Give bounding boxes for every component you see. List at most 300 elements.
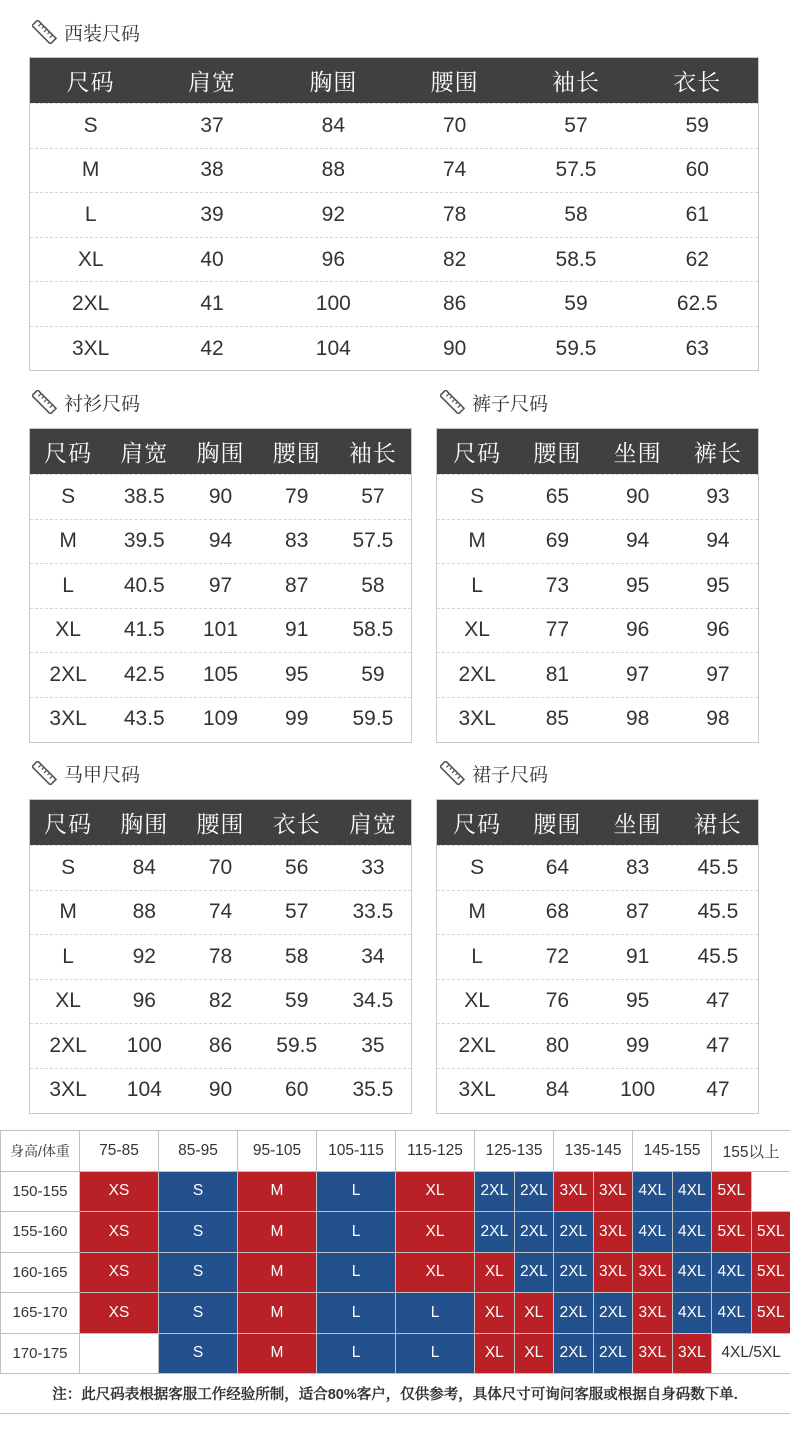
table-cell: 47 bbox=[706, 1033, 730, 1057]
size-cell: S bbox=[159, 1333, 238, 1374]
size-cell: S bbox=[159, 1171, 238, 1212]
table-cell: 83 bbox=[625, 855, 650, 879]
pants-section-title bbox=[440, 388, 548, 416]
size-cell: 5XL bbox=[712, 1171, 752, 1212]
size-cell: L bbox=[396, 1333, 475, 1374]
column-header: 坐围 bbox=[613, 440, 662, 466]
table-cell: 90 bbox=[625, 484, 650, 508]
size-cell: XL bbox=[475, 1333, 515, 1374]
skirt-size-table bbox=[436, 799, 759, 1114]
size-cell: 2XL bbox=[554, 1293, 594, 1334]
table-cell: M bbox=[59, 900, 77, 924]
size-cell: L bbox=[396, 1293, 475, 1334]
table-cell: 94 bbox=[706, 529, 730, 553]
table-cell: 37 bbox=[200, 113, 224, 137]
table-cell: 96 bbox=[132, 989, 156, 1013]
grid-header-row bbox=[1, 1131, 790, 1172]
table-cell: 41.5 bbox=[123, 618, 165, 642]
table-cell: 33.5 bbox=[352, 900, 394, 924]
table-cell: 59.5 bbox=[276, 1033, 318, 1057]
table-cell: 70 bbox=[442, 113, 467, 137]
table-cell: L bbox=[62, 573, 74, 597]
table-row bbox=[30, 1023, 411, 1068]
table-cell: 90 bbox=[442, 336, 467, 360]
table-cell: 74 bbox=[442, 158, 467, 182]
table-row bbox=[30, 608, 411, 653]
column-header: 坐围 bbox=[613, 811, 662, 837]
column-header: 裤长 bbox=[693, 440, 742, 466]
table-cell: 2XL bbox=[71, 292, 110, 316]
table-cell: M bbox=[59, 529, 77, 553]
shirt-table-header bbox=[30, 429, 411, 474]
shirt-size-table bbox=[29, 428, 412, 743]
table-cell: 86 bbox=[208, 1033, 233, 1057]
table-cell: 35 bbox=[361, 1033, 385, 1057]
grid-row bbox=[1, 1212, 790, 1253]
size-chart-note: 注：此尺码表根据客服工作经验所制，适合80%客户，仅供参考，具体尺寸可询问客服或根据自身码数下单. bbox=[0, 1374, 790, 1414]
table-cell: XL bbox=[77, 247, 104, 271]
table-cell: 34 bbox=[361, 944, 385, 968]
table-row bbox=[437, 1023, 758, 1068]
table-row bbox=[437, 890, 758, 935]
height-range-label: 170-175 bbox=[1, 1333, 80, 1374]
size-cell: 3XL bbox=[593, 1212, 633, 1253]
ruler-icon bbox=[32, 20, 58, 44]
column-header: 袖长 bbox=[348, 440, 397, 466]
table-row bbox=[30, 845, 411, 890]
table-cell: 59 bbox=[285, 989, 309, 1013]
table-cell: 47 bbox=[706, 1078, 730, 1102]
size-cell: 2XL bbox=[554, 1252, 594, 1293]
size-cell: 3XL bbox=[672, 1333, 712, 1374]
table-cell: 97 bbox=[706, 662, 730, 686]
table-cell: 2XL bbox=[49, 1033, 87, 1057]
vest-table-header bbox=[30, 800, 411, 845]
table-cell: 58 bbox=[361, 573, 385, 597]
table-cell: 105 bbox=[202, 662, 239, 686]
size-cell: 3XL bbox=[554, 1171, 594, 1212]
table-cell: 58 bbox=[285, 944, 309, 968]
table-cell: 94 bbox=[208, 529, 233, 553]
table-cell: 59.5 bbox=[352, 707, 394, 731]
table-cell: 47 bbox=[706, 989, 730, 1013]
table-cell: 33 bbox=[361, 855, 385, 879]
size-cell: 2XL bbox=[593, 1333, 633, 1374]
table-cell: 56 bbox=[285, 855, 309, 879]
column-header: 胸围 bbox=[196, 440, 245, 466]
table-row bbox=[30, 326, 758, 371]
size-cell: 5XL bbox=[712, 1212, 752, 1253]
suit-title-text: 西装尺码 bbox=[64, 23, 141, 45]
size-cell: 2XL bbox=[593, 1293, 633, 1334]
table-cell: 92 bbox=[321, 202, 345, 226]
table-cell: 98 bbox=[625, 707, 650, 731]
table-row bbox=[30, 148, 758, 193]
table-cell: 45.5 bbox=[697, 944, 739, 968]
table-cell: L bbox=[62, 944, 74, 968]
table-cell: 35.5 bbox=[352, 1078, 394, 1102]
table-cell: 85 bbox=[545, 707, 570, 731]
table-cell: 42 bbox=[200, 336, 224, 360]
table-cell: 45.5 bbox=[697, 855, 739, 879]
table-cell: 3XL bbox=[49, 707, 87, 731]
size-cell: S bbox=[159, 1212, 238, 1253]
table-cell: 84 bbox=[321, 113, 345, 137]
column-header: 尺码 bbox=[453, 811, 502, 837]
table-cell: 59 bbox=[685, 113, 709, 137]
column-header: 腰围 bbox=[533, 811, 582, 837]
table-row bbox=[30, 192, 758, 237]
table-cell: 73 bbox=[545, 573, 570, 597]
grid-row bbox=[1, 1171, 790, 1212]
table-cell: 101 bbox=[202, 618, 239, 642]
table-cell: 3XL bbox=[49, 1078, 87, 1102]
table-cell: 94 bbox=[625, 529, 650, 553]
size-cell: 3XL bbox=[593, 1252, 633, 1293]
table-cell: 88 bbox=[321, 158, 345, 182]
skirt-table-header bbox=[437, 800, 758, 845]
table-cell: M bbox=[468, 529, 486, 553]
size-cell: L bbox=[317, 1212, 396, 1253]
size-cell: S bbox=[159, 1252, 238, 1293]
size-cell: XL bbox=[475, 1293, 515, 1334]
table-cell: 42.5 bbox=[123, 662, 165, 686]
shirt-title-text: 衬衫尺码 bbox=[64, 393, 141, 415]
table-cell: 100 bbox=[126, 1033, 162, 1057]
table-cell: 2XL bbox=[458, 662, 496, 686]
table-cell: 87 bbox=[625, 900, 650, 924]
table-cell: 65 bbox=[545, 484, 570, 508]
column-header: 腰围 bbox=[196, 811, 245, 837]
table-cell: 98 bbox=[706, 707, 730, 731]
table-cell: 81 bbox=[545, 662, 570, 686]
weight-range-header: 155以上 bbox=[712, 1131, 790, 1172]
table-cell: L bbox=[471, 944, 483, 968]
table-cell: L bbox=[471, 573, 483, 597]
table-cell: 86 bbox=[442, 292, 467, 316]
table-cell: S bbox=[470, 484, 485, 508]
column-header: 尺码 bbox=[453, 440, 502, 466]
table-row bbox=[30, 697, 411, 742]
table-cell: 58 bbox=[564, 202, 588, 226]
table-cell: 2XL bbox=[49, 662, 87, 686]
table-cell: 38 bbox=[200, 158, 224, 182]
table-cell: 95 bbox=[285, 662, 309, 686]
table-cell: 62 bbox=[685, 247, 709, 271]
size-cell: XS bbox=[80, 1293, 159, 1334]
size-cell: M bbox=[238, 1333, 317, 1374]
table-cell: 90 bbox=[208, 1078, 233, 1102]
table-cell: 100 bbox=[620, 1078, 656, 1102]
size-cell: M bbox=[238, 1252, 317, 1293]
table-cell: 69 bbox=[545, 529, 570, 553]
column-header: 胸围 bbox=[120, 811, 169, 837]
table-cell: XL bbox=[55, 618, 81, 642]
table-cell: 97 bbox=[208, 573, 233, 597]
grid-row bbox=[1, 1293, 790, 1334]
table-row bbox=[437, 519, 758, 564]
ruler-icon bbox=[32, 390, 58, 414]
table-cell: 95 bbox=[625, 989, 650, 1013]
size-cell: XL bbox=[396, 1252, 475, 1293]
table-cell: 57.5 bbox=[555, 158, 597, 182]
column-header: 尺码 bbox=[66, 69, 115, 95]
table-cell: 70 bbox=[208, 855, 233, 879]
suit-table-header bbox=[30, 58, 758, 103]
table-cell: XL bbox=[464, 989, 490, 1013]
table-cell: 74 bbox=[208, 900, 233, 924]
table-row bbox=[30, 281, 758, 326]
size-cell: 2XL bbox=[554, 1333, 594, 1374]
column-header: 肩宽 bbox=[187, 69, 236, 95]
size-cell: 3XL bbox=[633, 1252, 673, 1293]
grid-corner-label: 身高/体重 bbox=[1, 1131, 80, 1172]
size-cell: 2XL bbox=[514, 1252, 554, 1293]
size-cell: 2XL bbox=[514, 1171, 554, 1212]
height-range-label: 150-155 bbox=[1, 1171, 80, 1212]
table-row bbox=[30, 519, 411, 564]
table-cell: 77 bbox=[545, 618, 570, 642]
table-cell: 57 bbox=[564, 113, 588, 137]
size-cell: XL bbox=[514, 1293, 554, 1334]
table-cell: 61 bbox=[685, 202, 709, 226]
size-cell: L bbox=[317, 1252, 396, 1293]
table-cell: 97 bbox=[625, 662, 650, 686]
table-cell: 39 bbox=[200, 202, 224, 226]
size-grid-table bbox=[0, 1130, 790, 1374]
size-cell: M bbox=[238, 1293, 317, 1334]
table-cell: XL bbox=[464, 618, 490, 642]
table-cell: 95 bbox=[625, 573, 650, 597]
ruler-icon bbox=[440, 761, 466, 785]
weight-range-header: 125-135 bbox=[475, 1131, 554, 1172]
table-cell: 82 bbox=[442, 247, 467, 271]
size-cell: 4XL bbox=[633, 1171, 673, 1212]
table-row bbox=[30, 237, 758, 282]
size-cell: L bbox=[317, 1333, 396, 1374]
table-row bbox=[30, 979, 411, 1024]
table-cell: 62.5 bbox=[676, 292, 718, 316]
table-cell: 38.5 bbox=[123, 484, 165, 508]
table-cell: 87 bbox=[285, 573, 309, 597]
size-cell: XS bbox=[80, 1252, 159, 1293]
table-cell: 58.5 bbox=[352, 618, 394, 642]
column-header: 胸围 bbox=[309, 69, 358, 95]
table-cell: 40 bbox=[200, 247, 224, 271]
table-cell: 3XL bbox=[458, 707, 496, 731]
size-cell: XL bbox=[396, 1212, 475, 1253]
weight-range-header: 75-85 bbox=[80, 1131, 159, 1172]
table-cell: 45.5 bbox=[697, 900, 739, 924]
size-cell: 4XL bbox=[672, 1212, 712, 1253]
table-cell: 109 bbox=[202, 707, 239, 731]
table-cell: 2XL bbox=[458, 1033, 496, 1057]
column-header: 裙长 bbox=[693, 811, 742, 837]
table-row bbox=[30, 890, 411, 935]
table-row bbox=[30, 1068, 411, 1113]
table-cell: 96 bbox=[321, 247, 345, 271]
size-cell: XL bbox=[514, 1333, 554, 1374]
size-cell: 2XL bbox=[514, 1212, 554, 1253]
size-cell: 3XL bbox=[633, 1333, 673, 1374]
table-cell: 72 bbox=[545, 944, 570, 968]
column-header: 袖长 bbox=[551, 69, 600, 95]
grid-row bbox=[1, 1333, 790, 1374]
table-cell: 100 bbox=[315, 292, 351, 316]
table-cell: 59.5 bbox=[555, 336, 597, 360]
table-cell: 78 bbox=[442, 202, 467, 226]
table-cell: 80 bbox=[545, 1033, 570, 1057]
table-row bbox=[30, 934, 411, 979]
table-cell: 92 bbox=[132, 944, 156, 968]
size-cell: XS bbox=[80, 1212, 159, 1253]
size-cell: 4XL bbox=[672, 1252, 712, 1293]
size-cell bbox=[751, 1171, 790, 1212]
table-cell: M bbox=[468, 900, 486, 924]
skirt-title-text: 裙子尺码 bbox=[472, 764, 549, 786]
size-cell: 3XL bbox=[633, 1293, 673, 1334]
suit-size-table bbox=[29, 57, 759, 371]
table-cell: 99 bbox=[625, 1033, 650, 1057]
table-row bbox=[30, 474, 411, 519]
size-cell: XL bbox=[475, 1252, 515, 1293]
table-cell: 3XL bbox=[458, 1078, 496, 1102]
size-cell: L bbox=[317, 1293, 396, 1334]
size-cell: XL bbox=[396, 1171, 475, 1212]
column-header: 肩宽 bbox=[120, 440, 169, 466]
skirt-section-title bbox=[440, 759, 548, 787]
weight-range-header: 135-145 bbox=[554, 1131, 633, 1172]
weight-range-header: 115-125 bbox=[396, 1131, 475, 1172]
weight-range-header: 145-155 bbox=[633, 1131, 712, 1172]
table-row bbox=[30, 652, 411, 697]
grid-row bbox=[1, 1252, 790, 1293]
size-cell: 4XL bbox=[712, 1252, 752, 1293]
table-cell: 84 bbox=[545, 1078, 570, 1102]
table-cell: 58.5 bbox=[555, 247, 597, 271]
table-cell: 96 bbox=[706, 618, 730, 642]
weight-range-header: 105-115 bbox=[317, 1131, 396, 1172]
table-cell: XL bbox=[55, 989, 81, 1013]
table-row bbox=[30, 103, 758, 148]
table-cell: M bbox=[81, 158, 100, 182]
column-header: 衣长 bbox=[272, 811, 321, 837]
table-cell: S bbox=[83, 113, 98, 137]
size-cell: 2XL bbox=[475, 1171, 515, 1212]
table-cell: 57 bbox=[285, 900, 309, 924]
table-cell: 60 bbox=[685, 158, 709, 182]
size-cell: 5XL bbox=[751, 1293, 790, 1334]
table-row bbox=[437, 934, 758, 979]
table-cell: 82 bbox=[208, 989, 233, 1013]
table-row bbox=[437, 652, 758, 697]
table-cell: L bbox=[84, 202, 97, 226]
size-cell: 4XL bbox=[672, 1171, 712, 1212]
table-cell: S bbox=[470, 855, 485, 879]
table-row bbox=[437, 563, 758, 608]
table-cell: 96 bbox=[625, 618, 650, 642]
pants-table-header bbox=[437, 429, 758, 474]
size-cell: XS bbox=[80, 1171, 159, 1212]
table-cell: 40.5 bbox=[123, 573, 165, 597]
table-row bbox=[437, 845, 758, 890]
table-cell: 84 bbox=[132, 855, 156, 879]
size-cell: L bbox=[317, 1171, 396, 1212]
vest-section-title bbox=[32, 759, 140, 787]
table-row bbox=[437, 608, 758, 653]
size-cell: M bbox=[238, 1171, 317, 1212]
weight-range-header: 85-95 bbox=[159, 1131, 238, 1172]
column-header: 腰围 bbox=[533, 440, 582, 466]
table-cell: 43.5 bbox=[123, 707, 165, 731]
table-cell: 104 bbox=[315, 336, 351, 360]
size-cell: 5XL bbox=[751, 1212, 790, 1253]
table-cell: 91 bbox=[285, 618, 309, 642]
table-row bbox=[437, 1068, 758, 1113]
table-cell: S bbox=[61, 484, 76, 508]
vest-title-text: 马甲尺码 bbox=[64, 764, 141, 786]
table-cell: 90 bbox=[208, 484, 233, 508]
table-cell: 60 bbox=[285, 1078, 309, 1102]
column-header: 腰围 bbox=[272, 440, 321, 466]
table-cell: 95 bbox=[706, 573, 730, 597]
size-cell: 4XL bbox=[633, 1212, 673, 1253]
weight-range-header: 95-105 bbox=[238, 1131, 317, 1172]
vest-size-table bbox=[29, 799, 412, 1114]
size-cell: 2XL bbox=[554, 1212, 594, 1253]
height-range-label: 165-170 bbox=[1, 1293, 80, 1334]
size-cell: 4XL bbox=[712, 1293, 752, 1334]
column-header: 尺码 bbox=[44, 440, 93, 466]
table-cell: 57 bbox=[361, 484, 385, 508]
table-cell: 104 bbox=[126, 1078, 162, 1102]
table-cell: 57.5 bbox=[352, 529, 394, 553]
table-cell: 79 bbox=[285, 484, 309, 508]
ruler-icon bbox=[440, 390, 466, 414]
size-cell: 5XL bbox=[751, 1252, 790, 1293]
table-cell: 3XL bbox=[71, 336, 110, 360]
ruler-icon bbox=[32, 761, 58, 785]
column-header: 腰围 bbox=[430, 69, 479, 95]
table-row bbox=[30, 563, 411, 608]
table-cell: 91 bbox=[625, 944, 650, 968]
column-header: 肩宽 bbox=[348, 811, 397, 837]
table-cell: 88 bbox=[132, 900, 156, 924]
table-cell: 34.5 bbox=[352, 989, 394, 1013]
table-cell: 83 bbox=[285, 529, 309, 553]
suit-section-title bbox=[32, 18, 140, 46]
table-cell: 64 bbox=[545, 855, 570, 879]
size-cell: 2XL bbox=[475, 1212, 515, 1253]
table-cell: 78 bbox=[208, 944, 233, 968]
table-row bbox=[437, 979, 758, 1024]
table-cell: 39.5 bbox=[123, 529, 165, 553]
height-range-label: 155-160 bbox=[1, 1212, 80, 1253]
table-cell: 93 bbox=[706, 484, 730, 508]
table-cell: S bbox=[61, 855, 76, 879]
size-cell: 4XL/5XL bbox=[712, 1333, 790, 1374]
size-cell: 3XL bbox=[593, 1171, 633, 1212]
shirt-section-title bbox=[32, 388, 140, 416]
size-cell bbox=[80, 1333, 159, 1374]
table-cell: 68 bbox=[545, 900, 570, 924]
size-cell: M bbox=[238, 1212, 317, 1253]
table-cell: 59 bbox=[564, 292, 588, 316]
table-cell: 76 bbox=[545, 989, 570, 1013]
table-row bbox=[437, 474, 758, 519]
pants-title-text: 裤子尺码 bbox=[472, 393, 549, 415]
column-header: 衣长 bbox=[673, 69, 722, 95]
